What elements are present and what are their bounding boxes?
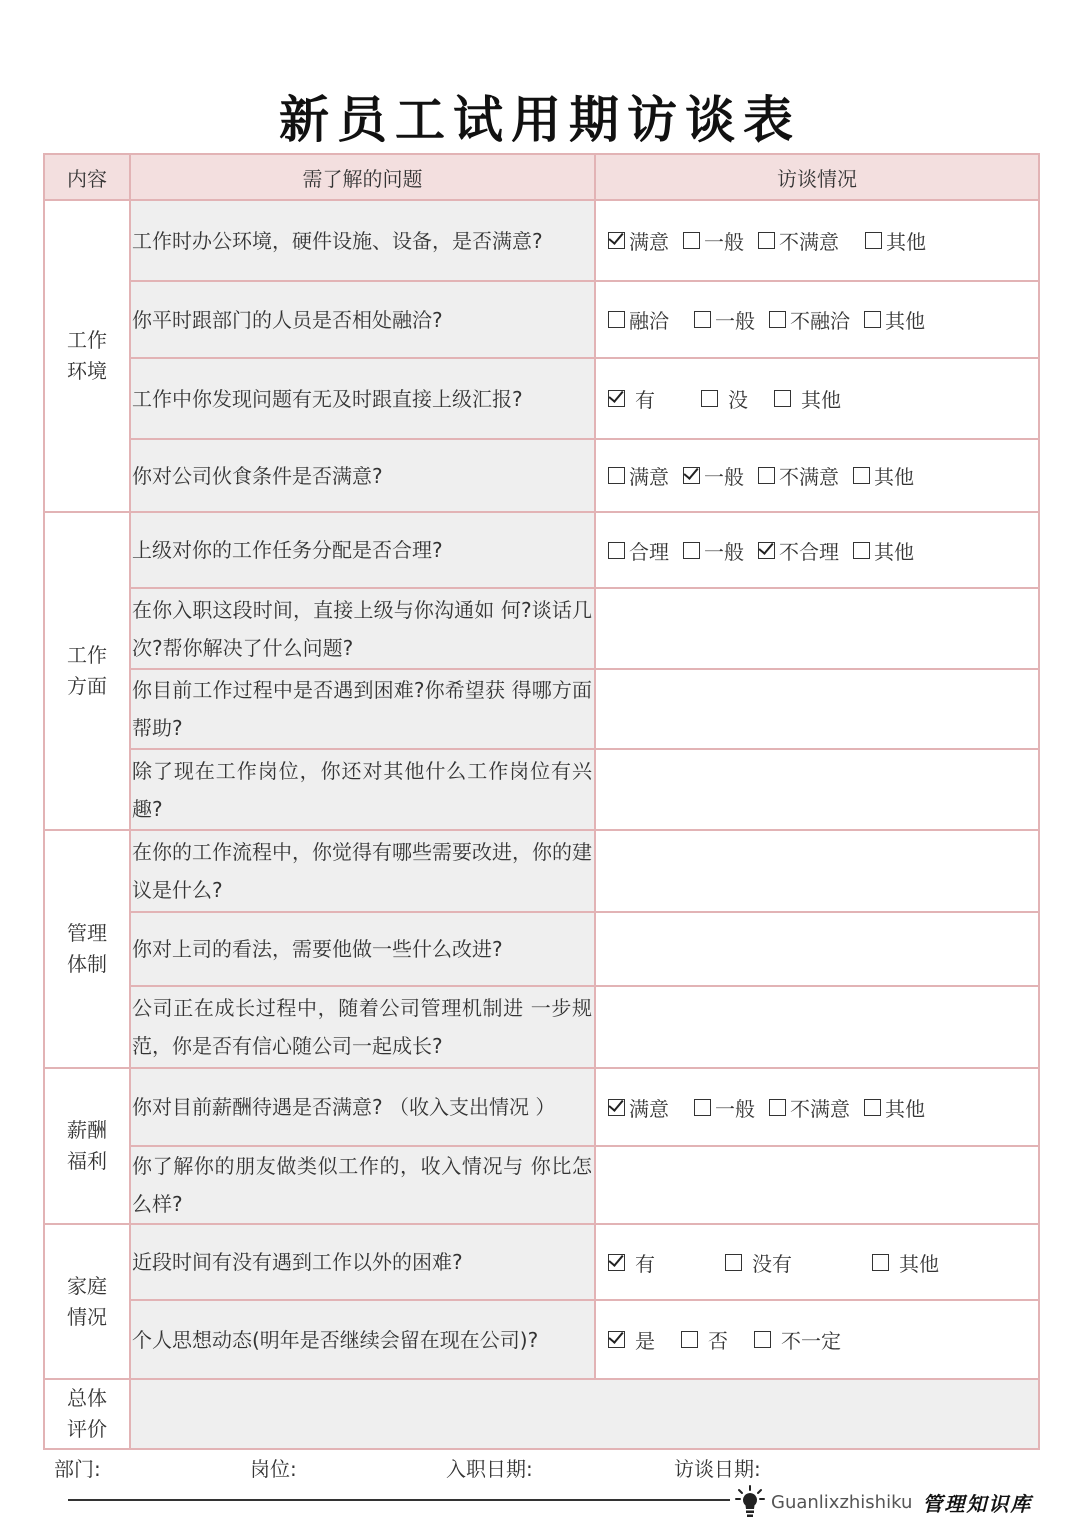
answer-cell <box>595 669 1039 749</box>
answer-cell <box>595 588 1039 669</box>
table-row <box>44 749 1039 830</box>
answer-cell <box>595 912 1039 986</box>
option-label: 没有 <box>752 1251 792 1276</box>
answer-cell <box>595 439 1039 512</box>
answer-cell <box>595 986 1039 1068</box>
answer-cell <box>595 1068 1039 1146</box>
checkbox-icon[interactable] <box>683 542 700 559</box>
checkbox-option[interactable] <box>608 1325 655 1354</box>
options-q4 <box>608 461 1038 490</box>
checked-box-icon[interactable] <box>608 1331 625 1348</box>
checkbox-option[interactable] <box>608 305 669 334</box>
checkbox-option[interactable] <box>608 536 669 565</box>
options-q12 <box>608 1093 1038 1122</box>
checkbox-icon[interactable] <box>864 1099 881 1116</box>
checkbox-icon[interactable] <box>681 1331 698 1348</box>
checked-box-icon[interactable] <box>758 542 775 559</box>
checkbox-option[interactable] <box>865 226 926 255</box>
option-label: 其他 <box>874 539 914 564</box>
checkbox-icon[interactable] <box>701 390 718 407</box>
checkbox-icon[interactable] <box>774 390 791 407</box>
checkbox-option[interactable] <box>701 384 748 413</box>
question-cell: 你对目前薪酬待遇是否满意? （收入支出情况 ） <box>130 1068 595 1146</box>
question-cell: 你平时跟部门的人员是否相处融洽? <box>130 281 595 358</box>
checkbox-option[interactable] <box>758 536 839 565</box>
table-row <box>44 669 1039 749</box>
checkbox-icon[interactable] <box>758 232 775 249</box>
brand-english: Guanlixzhishiku <box>771 1491 913 1513</box>
option-label: 一般 <box>704 465 744 489</box>
checked-box-icon[interactable] <box>683 467 700 484</box>
option-label: 不合理 <box>779 539 839 564</box>
option-label: 不满意 <box>779 465 839 489</box>
option-label: 满意 <box>629 230 669 254</box>
checkbox-option[interactable] <box>608 384 655 413</box>
checkbox-option[interactable] <box>853 536 914 565</box>
category-salary: 薪酬 福利 <box>44 1068 130 1224</box>
brand-chinese: 管理知识库 <box>922 1491 1033 1516</box>
table-row <box>44 1146 1039 1224</box>
checkbox-icon[interactable] <box>872 1254 889 1271</box>
table-row <box>44 1300 1039 1379</box>
option-label: 一般 <box>715 309 755 333</box>
checkbox-option[interactable] <box>608 226 669 255</box>
answer-cell <box>595 749 1039 830</box>
dept-label: 部门: <box>54 1457 101 1481</box>
option-label: 满意 <box>629 465 669 489</box>
header-status: 访谈情况 <box>595 154 1039 200</box>
checkbox-option[interactable] <box>608 1093 669 1122</box>
question-cell: 你了解你的朋友做类似工作的，收入情况与 你比怎么样? <box>130 1146 595 1224</box>
option-label: 一般 <box>704 230 744 254</box>
checkbox-option[interactable] <box>694 1093 755 1122</box>
table-row <box>44 986 1039 1068</box>
checkbox-icon[interactable] <box>694 311 711 328</box>
checkbox-option[interactable] <box>694 305 755 334</box>
question-cell: 你对公司伙食条件是否满意? <box>130 439 595 512</box>
category-management: 管理 体制 <box>44 830 130 1068</box>
options-q15 <box>608 1325 1038 1354</box>
checkbox-option[interactable] <box>769 1093 850 1122</box>
table-row <box>44 912 1039 986</box>
option-label: 不满意 <box>790 1096 850 1121</box>
checkbox-option[interactable] <box>754 1325 841 1354</box>
option-label: 满意 <box>629 1096 669 1121</box>
question-cell: 公司正在成长过程中，随着公司管理机制进 一步规范，你是否有信心随公司一起成长? <box>130 986 595 1068</box>
option-label: 一般 <box>715 1096 755 1121</box>
option-label: 不满意 <box>779 230 839 254</box>
question-cell: 在你的工作流程中，你觉得有哪些需要改进，你的建议是什么? <box>130 830 595 912</box>
header-category: 内容 <box>44 154 130 200</box>
checkbox-icon[interactable] <box>864 311 881 328</box>
checked-box-icon[interactable] <box>608 1099 625 1116</box>
question-cell: 你对上司的看法，需要他做一些什么改进? <box>130 912 595 986</box>
checked-box-icon[interactable] <box>608 1254 625 1271</box>
table-row <box>44 512 1039 588</box>
option-label: 没 <box>728 388 748 412</box>
checkbox-option[interactable] <box>774 384 841 413</box>
option-label: 有 <box>635 1251 655 1276</box>
header-question: 需了解的问题 <box>130 154 595 200</box>
question-cell: 上级对你的工作任务分配是否合理? <box>130 512 595 588</box>
checkbox-option[interactable] <box>725 1248 792 1277</box>
checkbox-icon[interactable] <box>853 467 870 484</box>
table-row <box>44 358 1039 439</box>
interview-table <box>43 153 1040 1450</box>
table-row <box>44 1379 1039 1449</box>
checkbox-option[interactable] <box>864 305 925 334</box>
checkbox-option[interactable] <box>608 461 669 490</box>
option-label: 其他 <box>886 230 926 254</box>
answer-cell <box>595 512 1039 588</box>
overall-evaluation-cell <box>130 1379 1039 1449</box>
lightbulb-icon <box>735 1485 765 1519</box>
answer-cell <box>595 281 1039 358</box>
category-work-environment: 工作 环境 <box>44 200 130 512</box>
table-row <box>44 200 1039 281</box>
answer-cell <box>595 830 1039 912</box>
options-q3 <box>608 384 1038 413</box>
checkbox-icon[interactable] <box>754 1331 771 1348</box>
options-q2 <box>608 305 1038 334</box>
brand-logo <box>735 1484 1032 1520</box>
option-label: 其他 <box>885 309 925 333</box>
checkbox-icon[interactable] <box>865 232 882 249</box>
checkbox-icon[interactable] <box>608 542 625 559</box>
category-overall: 总体 评价 <box>44 1379 130 1449</box>
options-q1 <box>608 226 1038 255</box>
question-cell: 除了现在工作岗位，你还对其他什么工作岗位有兴趣? <box>130 749 595 830</box>
option-label: 合理 <box>629 539 669 564</box>
option-label: 是 <box>635 1329 655 1353</box>
answer-cell <box>595 1300 1039 1379</box>
checkbox-icon[interactable] <box>725 1254 742 1271</box>
option-label: 不融洽 <box>790 309 850 333</box>
checkbox-option[interactable] <box>769 305 850 334</box>
table-row <box>44 588 1039 669</box>
checkbox-option[interactable] <box>758 461 839 490</box>
header-row <box>44 154 1039 200</box>
question-cell: 个人思想动态(明年是否继续会留在现在公司)? <box>130 1300 595 1379</box>
options-q5 <box>608 536 1038 565</box>
table-row <box>44 439 1039 512</box>
options-q14 <box>608 1248 1038 1277</box>
checkbox-icon[interactable] <box>694 1099 711 1116</box>
checkbox-icon[interactable] <box>608 311 625 328</box>
table-row <box>44 281 1039 358</box>
footer-fields <box>0 1453 1080 1483</box>
option-label: 不一定 <box>781 1329 841 1353</box>
category-family: 家庭 情况 <box>44 1224 130 1379</box>
option-label: 其他 <box>801 388 841 412</box>
answer-cell <box>595 358 1039 439</box>
checkbox-icon[interactable] <box>683 232 700 249</box>
page-title: 新员工试用期访谈表 <box>279 91 801 149</box>
question-cell: 近段时间有没有遇到工作以外的困难? <box>130 1224 595 1300</box>
option-label: 其他 <box>885 1096 925 1121</box>
checkbox-option[interactable] <box>864 1093 925 1122</box>
option-label: 其他 <box>874 465 914 489</box>
checkbox-option[interactable] <box>683 536 744 565</box>
option-label: 有 <box>635 388 655 412</box>
table-row <box>44 1068 1039 1146</box>
answer-cell <box>595 1224 1039 1300</box>
checkbox-option[interactable] <box>872 1248 939 1277</box>
checked-box-icon[interactable] <box>608 390 625 407</box>
question-cell: 工作中你发现问题有无及时跟直接上级汇报? <box>130 358 595 439</box>
table-row <box>44 830 1039 912</box>
checkbox-icon[interactable] <box>769 1099 786 1116</box>
question-cell: 你目前工作过程中是否遇到困难?你希望获 得哪方面帮助? <box>130 669 595 749</box>
checkbox-icon[interactable] <box>758 467 775 484</box>
option-label: 其他 <box>899 1251 939 1276</box>
checkbox-icon[interactable] <box>853 542 870 559</box>
join-date-label: 入职日期: <box>446 1457 533 1481</box>
position-label: 岗位: <box>250 1457 297 1481</box>
checkbox-option[interactable] <box>758 226 839 255</box>
question-cell: 在你入职这段时间，直接上级与你沟通如 何?谈话几次?帮你解决了什么问题? <box>130 588 595 669</box>
question-cell: 工作时办公环境，硬件设施、设备，是否满意? <box>130 200 595 281</box>
checkbox-icon[interactable] <box>769 311 786 328</box>
checked-box-icon[interactable] <box>608 232 625 249</box>
signature-line <box>68 1499 730 1501</box>
option-label: 否 <box>708 1329 728 1353</box>
interview-date-label: 访谈日期: <box>674 1457 761 1481</box>
option-label: 一般 <box>704 539 744 564</box>
checkbox-option[interactable] <box>683 461 744 490</box>
table-row <box>44 1224 1039 1300</box>
option-label: 融洽 <box>629 309 669 333</box>
checkbox-option[interactable] <box>853 461 914 490</box>
checkbox-option[interactable] <box>681 1325 728 1354</box>
answer-cell <box>595 1146 1039 1224</box>
checkbox-option[interactable] <box>683 226 744 255</box>
answer-cell <box>595 200 1039 281</box>
checkbox-icon[interactable] <box>608 467 625 484</box>
category-work-aspect: 工作 方面 <box>44 512 130 830</box>
checkbox-option[interactable] <box>608 1248 655 1277</box>
